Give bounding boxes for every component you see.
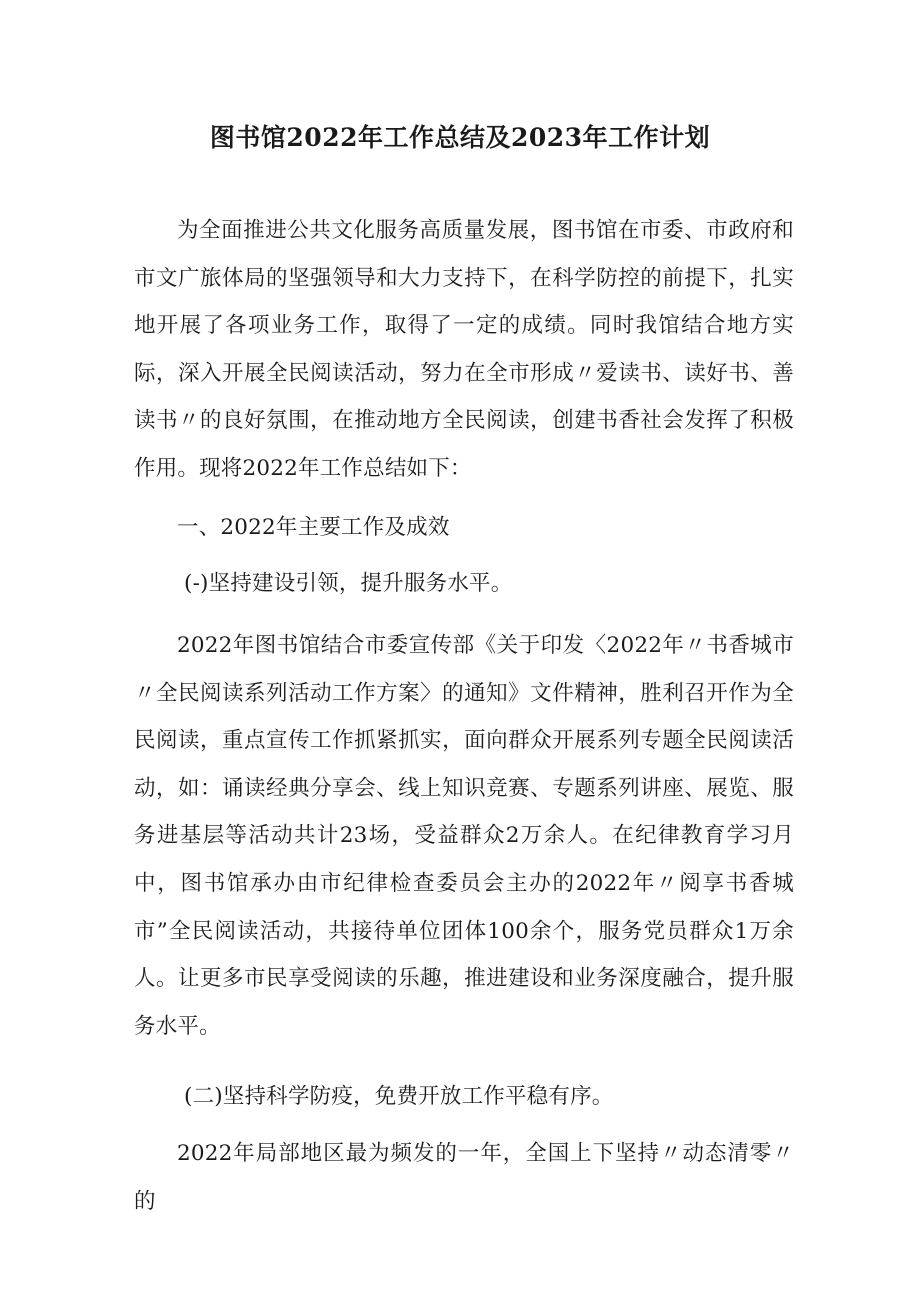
section-heading: 一、2022年主要工作及成效 <box>177 515 450 540</box>
document-title: 图书馆2022年工作总结及2023年工作计划 <box>209 123 711 152</box>
intro-paragraph: 为全面推进公共文化服务高质量发展，图书馆在市委、市政府和市文广旅体局的坚强领导和大力支持下，在科学防控的前提下，扎实地开展了各项业务工作，取得了一定的成绩。同时我馆结合地方实际，深入开展全民阅读活动，努力在全市形成〃爱读书、读好书、善读书〃的良好氛围，在推动地方全民阅读，创建书香社会发挥了积极作用。现将2022年工作总结如下： <box>134 218 794 481</box>
subsection-heading: (二)坚持科学防疫，免费开放工作平稳有序。 <box>184 1084 614 1109</box>
body-paragraph: 2022年图书馆结合市委宣传部《关于印发〈2022年〃书香城市〃全民阅读系列活动工作方案〉的通知》文件精神，胜利召开作为全民阅读，重点宣传工作抓紧抓实，面向群众开展系列专题全民阅读活动，如：诵读经典分享会、线上知识竞赛、专题系列讲座、展览、服务进基层等活动共计23场，受益群众2万余人。在纪律教育学习月中，图书馆承办由市纪律检查委员会主办的2022年〃阅享书香城市”全民阅读活动，共接待单位团体100余个，服务党员群众1万余人。让更多市民享受阅读的乐趣，推进建设和业务深度融合，提升服务水平。 <box>134 633 794 1039</box>
body-paragraph: 2022年局部地区最为频发的一年，全国上下坚持〃动态清零〃的 <box>134 1141 794 1214</box>
subsection-heading: (-)坚持建设引领，提升服务水平。 <box>184 571 513 596</box>
